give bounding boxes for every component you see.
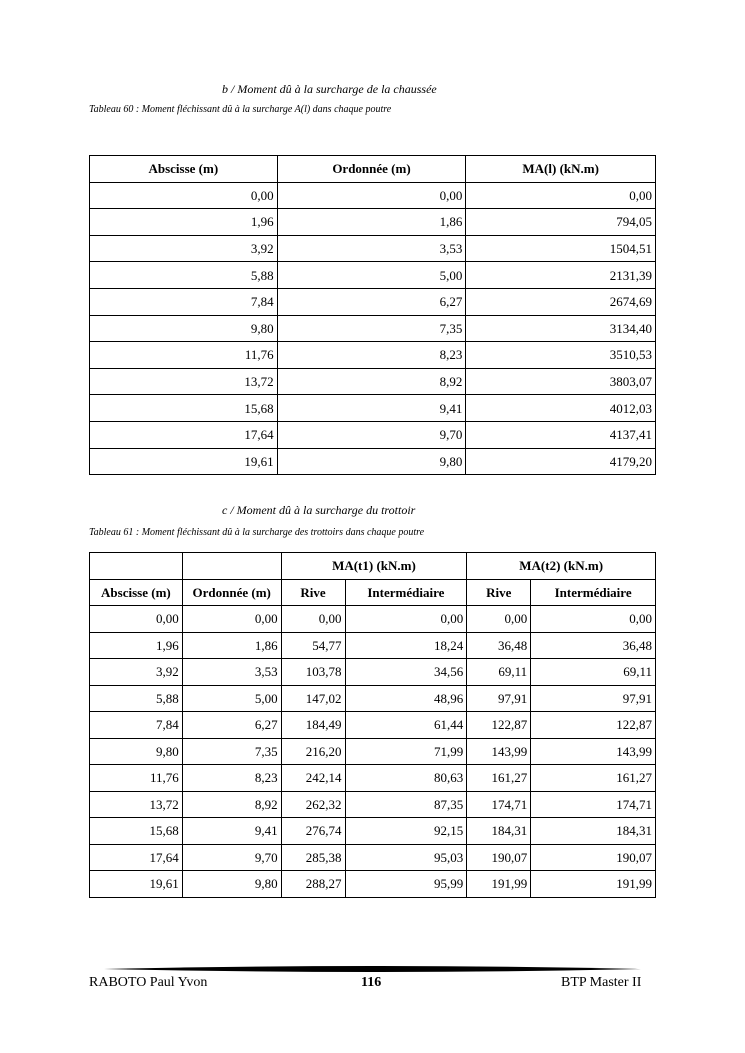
table-cell: 276,74 — [281, 818, 345, 845]
table-cell: 174,71 — [531, 791, 656, 818]
table-cell: 190,07 — [467, 844, 531, 871]
table-cell: 3803,07 — [466, 368, 656, 395]
table-row — [90, 871, 656, 898]
header-t2-intermediaire: Intermédiaire — [531, 579, 656, 606]
table-cell: 71,99 — [345, 738, 467, 765]
table-row — [90, 685, 656, 712]
table-row — [90, 448, 656, 475]
table-cell: 0,00 — [466, 182, 656, 209]
table-cell: 184,31 — [531, 818, 656, 845]
table-row — [90, 235, 656, 262]
header-t1-intermediaire: Intermédiaire — [345, 579, 467, 606]
table-cell: 9,80 — [90, 315, 278, 342]
table-cell: 7,84 — [90, 712, 183, 739]
table-cell: 5,00 — [182, 685, 281, 712]
table-cell: 9,80 — [277, 448, 466, 475]
table-row — [90, 182, 656, 209]
table-cell: 17,64 — [90, 844, 183, 871]
table-cell: 17,64 — [90, 421, 278, 448]
table-cell: 9,80 — [182, 871, 281, 898]
table-cell: 6,27 — [182, 712, 281, 739]
table-cell: 9,80 — [90, 738, 183, 765]
table-cell: 147,02 — [281, 685, 345, 712]
table-row — [90, 712, 656, 739]
table-cell: 61,44 — [345, 712, 467, 739]
table-cell: 7,84 — [90, 288, 278, 315]
table-cell: 285,38 — [281, 844, 345, 871]
table-cell: 95,03 — [345, 844, 467, 871]
table-cell: 80,63 — [345, 765, 467, 792]
table-row — [90, 395, 656, 422]
table-cell: 87,35 — [345, 791, 467, 818]
table-cell: 288,27 — [281, 871, 345, 898]
table-cell: 4179,20 — [466, 448, 656, 475]
header-moment-al: MA(l) (kN.m) — [466, 156, 656, 183]
table-row — [90, 288, 656, 315]
table-cell: 11,76 — [90, 765, 183, 792]
table-cell: 3510,53 — [466, 342, 656, 369]
header-ordonnee: Ordonnée (m) — [277, 156, 466, 183]
header-t2-rive: Rive — [467, 579, 531, 606]
table-cell: 0,00 — [90, 606, 183, 633]
table-cell: 1504,51 — [466, 235, 656, 262]
section-c-heading: c / Moment dû à la surcharge du trottoir — [222, 503, 416, 517]
table-cell: 161,27 — [467, 765, 531, 792]
table-cell: 242,14 — [281, 765, 345, 792]
table-row — [90, 315, 656, 342]
empty-header-cell — [90, 553, 183, 580]
table-cell: 1,86 — [277, 209, 466, 236]
table-cell: 13,72 — [90, 368, 278, 395]
table-cell: 7,35 — [277, 315, 466, 342]
table-cell: 103,78 — [281, 659, 345, 686]
table-row — [90, 791, 656, 818]
table-cell: 48,96 — [345, 685, 467, 712]
table-cell: 184,31 — [467, 818, 531, 845]
table-cell: 9,41 — [277, 395, 466, 422]
table-cell: 3,92 — [90, 235, 278, 262]
empty-header-cell — [182, 553, 281, 580]
table-cell: 15,68 — [90, 395, 278, 422]
header-ordonnee: Ordonnée (m) — [182, 579, 281, 606]
table-60 — [89, 155, 656, 475]
table-cell: 2674,69 — [466, 288, 656, 315]
table-cell: 0,00 — [90, 182, 278, 209]
section-b-heading: b / Moment dû à la surcharge de la chaussée — [222, 82, 437, 96]
footer-author: RABOTO Paul Yvon — [89, 975, 208, 990]
table-row — [90, 342, 656, 369]
table-cell: 190,07 — [531, 844, 656, 871]
table-61-group-header-row — [90, 553, 656, 580]
table-cell: 9,70 — [277, 421, 466, 448]
table-cell: 13,72 — [90, 791, 183, 818]
table-cell: 1,96 — [90, 632, 183, 659]
table-cell: 143,99 — [467, 738, 531, 765]
table-cell: 191,99 — [467, 871, 531, 898]
table-cell: 54,77 — [281, 632, 345, 659]
table-cell: 97,91 — [467, 685, 531, 712]
table-cell: 8,23 — [277, 342, 466, 369]
table-cell: 0,00 — [467, 606, 531, 633]
table-cell: 191,99 — [531, 871, 656, 898]
table-cell: 3,92 — [90, 659, 183, 686]
header-ma-t2: MA(t2) (kN.m) — [467, 553, 656, 580]
table-cell: 122,87 — [531, 712, 656, 739]
table-row — [90, 844, 656, 871]
table-row — [90, 209, 656, 236]
table-cell: 7,35 — [182, 738, 281, 765]
table-cell: 122,87 — [467, 712, 531, 739]
header-abscisse: Abscisse (m) — [90, 156, 278, 183]
table-cell: 92,15 — [345, 818, 467, 845]
table-row — [90, 368, 656, 395]
table-cell: 5,88 — [90, 262, 278, 289]
table-61-caption: Tableau 61 : Moment fléchissant dû à la surcharge des trottoirs dans chaque poutre — [89, 527, 425, 538]
table-cell: 97,91 — [531, 685, 656, 712]
table-cell: 4137,41 — [466, 421, 656, 448]
table-cell: 5,00 — [277, 262, 466, 289]
table-cell: 11,76 — [90, 342, 278, 369]
table-cell: 5,88 — [90, 685, 183, 712]
table-cell: 161,27 — [531, 765, 656, 792]
table-row — [90, 738, 656, 765]
table-cell: 4012,03 — [466, 395, 656, 422]
table-cell: 0,00 — [277, 182, 466, 209]
table-cell: 36,48 — [531, 632, 656, 659]
table-cell: 9,70 — [182, 844, 281, 871]
table-cell: 0,00 — [345, 606, 467, 633]
table-cell: 2131,39 — [466, 262, 656, 289]
table-cell: 0,00 — [182, 606, 281, 633]
header-ma-t1: MA(t1) (kN.m) — [281, 553, 467, 580]
table-cell: 0,00 — [281, 606, 345, 633]
table-cell: 36,48 — [467, 632, 531, 659]
header-abscisse: Abscisse (m) — [90, 579, 183, 606]
table-cell: 69,11 — [467, 659, 531, 686]
table-cell: 3,53 — [182, 659, 281, 686]
table-row — [90, 818, 656, 845]
table-cell: 15,68 — [90, 818, 183, 845]
footer-course: BTP Master II — [561, 975, 642, 990]
page-number: 116 — [361, 975, 382, 990]
table-61-header-row — [90, 579, 656, 606]
table-cell: 1,86 — [182, 632, 281, 659]
table-cell: 95,99 — [345, 871, 467, 898]
table-cell: 6,27 — [277, 288, 466, 315]
table-row — [90, 632, 656, 659]
table-cell: 184,49 — [281, 712, 345, 739]
table-60-caption: Tableau 60 : Moment fléchissant dû à la surcharge A(l) dans chaque poutre — [89, 104, 392, 115]
table-row — [90, 606, 656, 633]
table-60-header-row — [90, 156, 656, 183]
table-row — [90, 421, 656, 448]
table-row — [90, 262, 656, 289]
table-cell: 216,20 — [281, 738, 345, 765]
table-cell: 8,92 — [182, 791, 281, 818]
table-cell: 19,61 — [90, 871, 183, 898]
table-row — [90, 765, 656, 792]
table-cell: 8,23 — [182, 765, 281, 792]
header-t1-rive: Rive — [281, 579, 345, 606]
table-61 — [89, 552, 656, 898]
table-cell: 3,53 — [277, 235, 466, 262]
table-cell: 9,41 — [182, 818, 281, 845]
table-cell: 3134,40 — [466, 315, 656, 342]
footer-divider — [104, 964, 641, 974]
table-cell: 262,32 — [281, 791, 345, 818]
table-cell: 19,61 — [90, 448, 278, 475]
table-row — [90, 659, 656, 686]
table-cell: 0,00 — [531, 606, 656, 633]
table-cell: 8,92 — [277, 368, 466, 395]
table-cell: 34,56 — [345, 659, 467, 686]
table-cell: 794,05 — [466, 209, 656, 236]
table-cell: 69,11 — [531, 659, 656, 686]
table-cell: 143,99 — [531, 738, 656, 765]
table-cell: 174,71 — [467, 791, 531, 818]
table-cell: 18,24 — [345, 632, 467, 659]
table-cell: 1,96 — [90, 209, 278, 236]
